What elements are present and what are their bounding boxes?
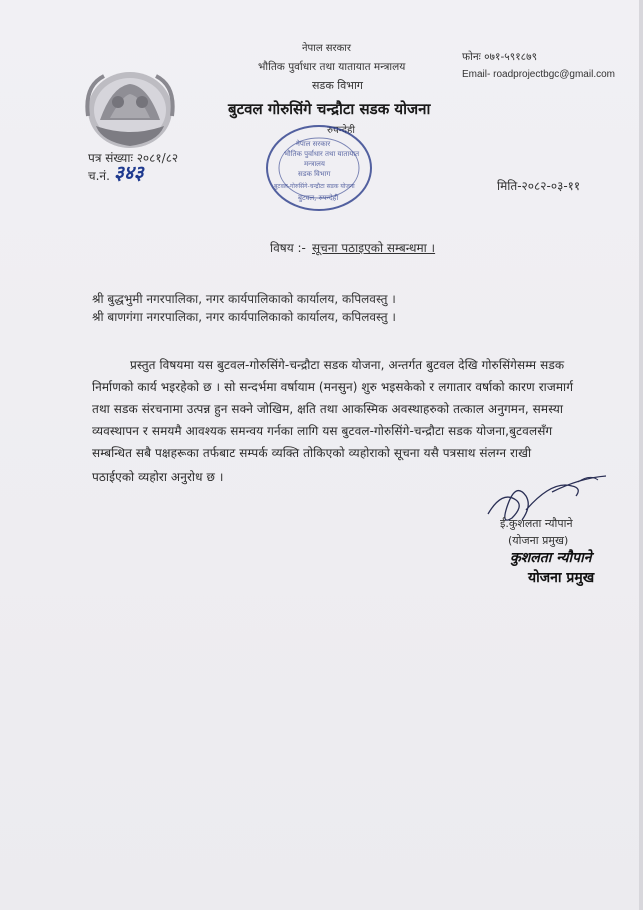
body-line-5: सम्बन्धित सबै पक्षहरूका तर्फबाट सम्पर्क व्यक्ति तोकिएको व्यहोराको सूचना यसै पत्रसाथ संलग्न राखी — [92, 446, 532, 460]
office-stamp-icon — [262, 120, 376, 216]
signatory-typed-name: ई.कुशलता न्यौपाने — [500, 517, 573, 530]
letter-date: मिति-२०८२-०३-११ — [497, 179, 581, 193]
dispatch-number: ३४३ — [114, 162, 144, 184]
body-line-2: निर्माणको कार्य भइरहेको छ । सो सन्दर्भमा वर्षायाम (मनसुन) शुरु भइसकेको र लगातार वर्षाको कारण राजमार्ग — [92, 380, 574, 394]
stamp-line-3: मन्त्रालय — [304, 160, 325, 168]
district-name: रुपन्देही — [327, 125, 355, 136]
recipient-1: श्री बुद्धभुमी नगरपालिका, नगर कार्यपालिकाको कार्यालय, कपिलवस्तु । — [92, 292, 396, 306]
body-line-1: प्रस्तुत विषयमा यस बुटवल-गोरुसिंगे-चन्द्रौटा सडक योजना, अन्तर्गत बुटवल देखि गोरुसिंगेसम्म सडक — [130, 358, 565, 372]
stamp-line-2: भौतिक पुर्वाधार तथा यातायात — [284, 150, 360, 158]
email-address: Email- roadprojectbgc@gmail.com — [462, 69, 615, 80]
government-name: नेपाल सरकार — [302, 43, 351, 54]
stamp-line-1: नेपाल सरकार — [296, 140, 331, 148]
subject-label: विषय :- — [270, 241, 306, 255]
stamp-line-5: बुटवल-गोरुसिंगे-चन्द्रौटा सडक योजना — [274, 183, 355, 190]
department-name: सडक विभाग — [312, 79, 364, 92]
dispatch-label: च.नं. — [88, 169, 110, 183]
body-line-3: तथा सडक संरचनामा उत्पन्न हुन सक्ने जोखिम, क्षति तथा आकस्मिक अवस्थाहरुको तत्काल अनुगमन, समस्या — [92, 402, 564, 416]
stamp-line-6: बुटवल, रुपन्देही — [298, 194, 339, 202]
letter-number: पत्र संख्याः २०८१/८२ — [88, 151, 179, 165]
nepal-emblem-icon — [82, 66, 178, 152]
signatory-stamp-name: कुशलता न्यौपाने — [510, 550, 592, 566]
subject-text: सूचना पठाइएको सम्बन्धमा । — [312, 241, 436, 255]
ministry-name: भौतिक पुर्वाधार तथा यातायात मन्त्रालय — [258, 61, 406, 73]
body-line-4: व्यवस्थापन र समयमै आवश्यक समन्वय गर्नका लागि यस बुटवल-गोरुसिंगे-चन्द्रौटा सडक योजना,बुटवलसँग — [92, 424, 553, 438]
project-title: बुटवल गोरुसिंगे चन्द्रौटा सडक योजना — [228, 100, 431, 118]
phone-number: फोनः ०७१-५९१८७९ — [462, 51, 538, 63]
page-edge — [639, 0, 643, 910]
body-line-6: पठाईएको व्यहोरा अनुरोध छ । — [92, 470, 224, 484]
recipient-2: श्री बाणगंगा नगरपालिका, नगर कार्यपालिकाको कार्यालय, कपिलवस्तु । — [92, 310, 396, 324]
signatory-typed-title: (योजना प्रमुख) — [508, 534, 569, 547]
stamp-line-4: सडक विभाग — [298, 170, 331, 178]
signatory-stamp-title: योजना प्रमुख — [528, 570, 595, 586]
